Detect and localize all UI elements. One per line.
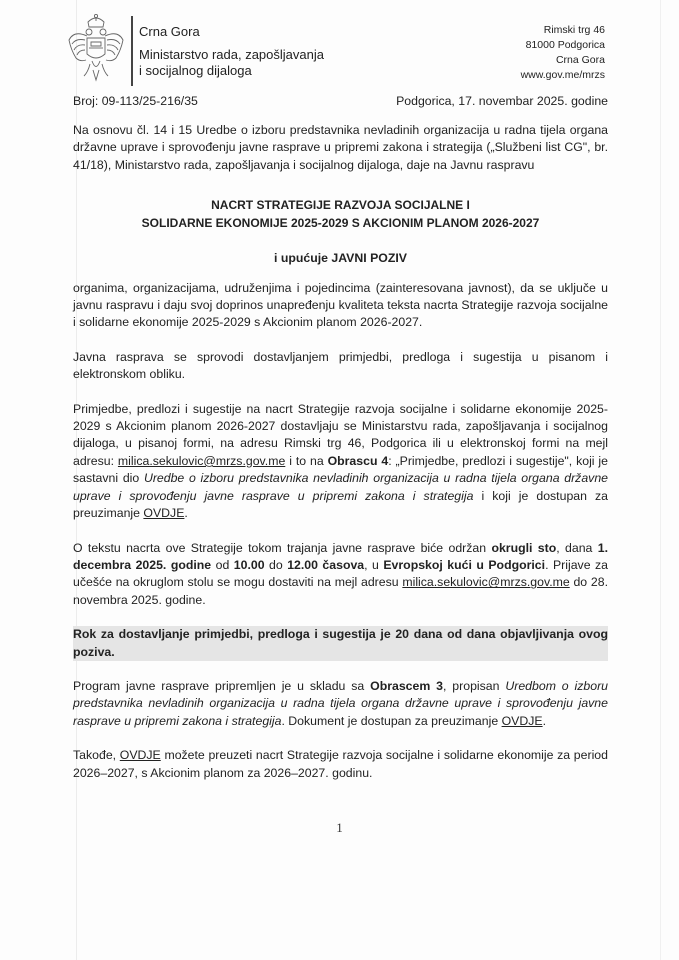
roundtable-text: od [211,557,234,572]
contact-city: 81000 Podgorica [525,39,605,51]
submission-text: i koji je dostupan za preuzimanje [73,488,608,521]
title-line-2: SOLIDARNE EKONOMIJE 2025-2029 S AKCIONIM PLANOM 2026-2027 [141,216,540,231]
program-download-link[interactable]: OVDJE [501,713,543,728]
event-name: okrugli sto [491,540,557,555]
form-4-label: Obrascu 4 [327,453,389,468]
ministry-name-line1: Ministarstvo rada, zapošljavanja [139,47,324,62]
regulation-title: Uredbe o izboru predstavnika nevladinih organizacija u radna tijela organa državne uprave i sprovođenju javne rasprave u pripremi zakona i strategija [73,471,608,503]
montenegro-coat-of-arms-icon [66,12,126,84]
document-title [73,196,608,232]
organization-name [139,24,324,79]
method-paragraph: Javna rasprava se sprovodi dostavljanjem primjedbi, predloga i sugestija u pisanom i elektronskom obliku. [73,349,608,382]
ministry-name-line2: i socijalnog dijaloga [139,63,252,78]
invitation-paragraph: organima, organizacijama, udruženjima i pojedincima (zainteresovana javnost), da se uključe u javnu raspravu i daju svoj doprinos unapređenju kvaliteta teksta nacrta Strategije razvoja socijalne i solidarne ekonomije 2025-2029 s Akcionim planom 2026-2027. [73,280,608,330]
program-paragraph [73,678,608,730]
submission-text: : „Primjedbe, predlozi i sugestije", koji je sastavni dio [73,453,609,486]
place-date: Podgorica, 17. novembar 2025. godine [396,94,608,108]
submission-text: i to na [285,453,328,468]
email-link[interactable]: milica.sekulovic@mrzs.gov.me [117,453,286,468]
contact-website[interactable]: www.gov.me/mrzs [520,69,605,81]
roundtable-text: do 28. novembra 2025. godine. [73,575,608,607]
submission-text: Primjedbe, predlozi i sugestije na nacrt Strategije razvoja socijalne i solidarne ekonomije 2025-2029 s Akcionim planom 2026-2027 dostavljaju se Ministarstvu rada, zapošljavanja i socijalnog dijaloga, u pisanoj formi, na adresu Rimski trg 46, Podgorica ili u elektronskoj formi na mejl adresu: [73,401,608,468]
form-3-label: Obrascem 3 [370,678,444,693]
contact-country: Crna Gora [555,54,605,66]
submission-paragraph [73,401,608,523]
program-text: . [542,713,546,728]
page-number: 1 [336,820,343,835]
event-time-to: 12.00 časova [287,557,365,572]
program-text: Program javne rasprave pripremljen je u skladu sa [73,678,371,693]
program-text: , propisan [443,678,506,693]
program-text: . Dokument je dostupan za preuzimanje [281,713,502,728]
roundtable-text: do [264,557,288,572]
contact-street: Rimski trg 46 [543,24,605,36]
country-name: Crna Gora [139,24,200,39]
scan-edge-right [660,0,661,960]
roundtable-text: , u [364,557,384,572]
email-link[interactable]: milica.sekulovic@mrzs.gov.me [402,575,570,590]
download-paragraph [73,747,608,782]
document-body [73,122,608,782]
document-subtitle: i upućuje JAVNI POZIV [273,251,407,266]
submission-text: . [184,506,188,521]
roundtable-paragraph [73,540,608,610]
title-line-1: NACRT STRATEGIJE RAZVOJA SOCIJALNE I [211,198,470,213]
intro-paragraph: Na osnovu čl. 14 i 15 Uredbe o izboru predstavnika nevladinih organizacija u radna tijela organa državne uprave i sprovođenju javne rasprave u pripremi zakona i strategija („Službeni list CG", br. 41/18), Ministarstvo rada, zapošljavanja i socijalnog dijaloga, daje na Javnu raspravu [73,123,608,172]
document-number: Broj: 09-113/25-216/35 [73,94,198,108]
roundtable-text: , dana [556,540,598,555]
regulation-title: Uredbom o izboru predstavnika nevladinih organizacija u radna tijela organa državne uprave i sprovođenju javne rasprave u pripremi zakona i strategija [73,678,609,728]
roundtable-text: O tekstu nacrta ove Strategije tokom trajanja javne rasprave biće održan [73,540,492,555]
letterhead-divider [131,16,133,86]
download-text: Takođe, [73,748,120,763]
roundtable-text: . Prijave za učešće na okruglom stolu se mogu dostaviti na mejl adresu [73,557,609,590]
contact-block [521,23,605,83]
strategy-download-link[interactable]: OVDJE [119,748,161,763]
form-4-download-link[interactable]: OVDJE [143,506,185,521]
event-venue: Evropskoj kući u Podgorici [383,557,546,572]
event-time-from: 10.00 [233,557,265,572]
deadline-notice: Rok za dostavljanje primjedbi, predloga i sugestija je 20 dana od dana objavljivanja ovog poziva. [73,626,608,661]
event-date: 1. decembra 2025. godine [73,540,608,572]
download-text: možete preuzeti nacrt Strategije razvoja socijalne i solidarne ekonomije za period 2026–2027, s Akcionim planom za 2026–2027. godinu. [73,748,608,780]
